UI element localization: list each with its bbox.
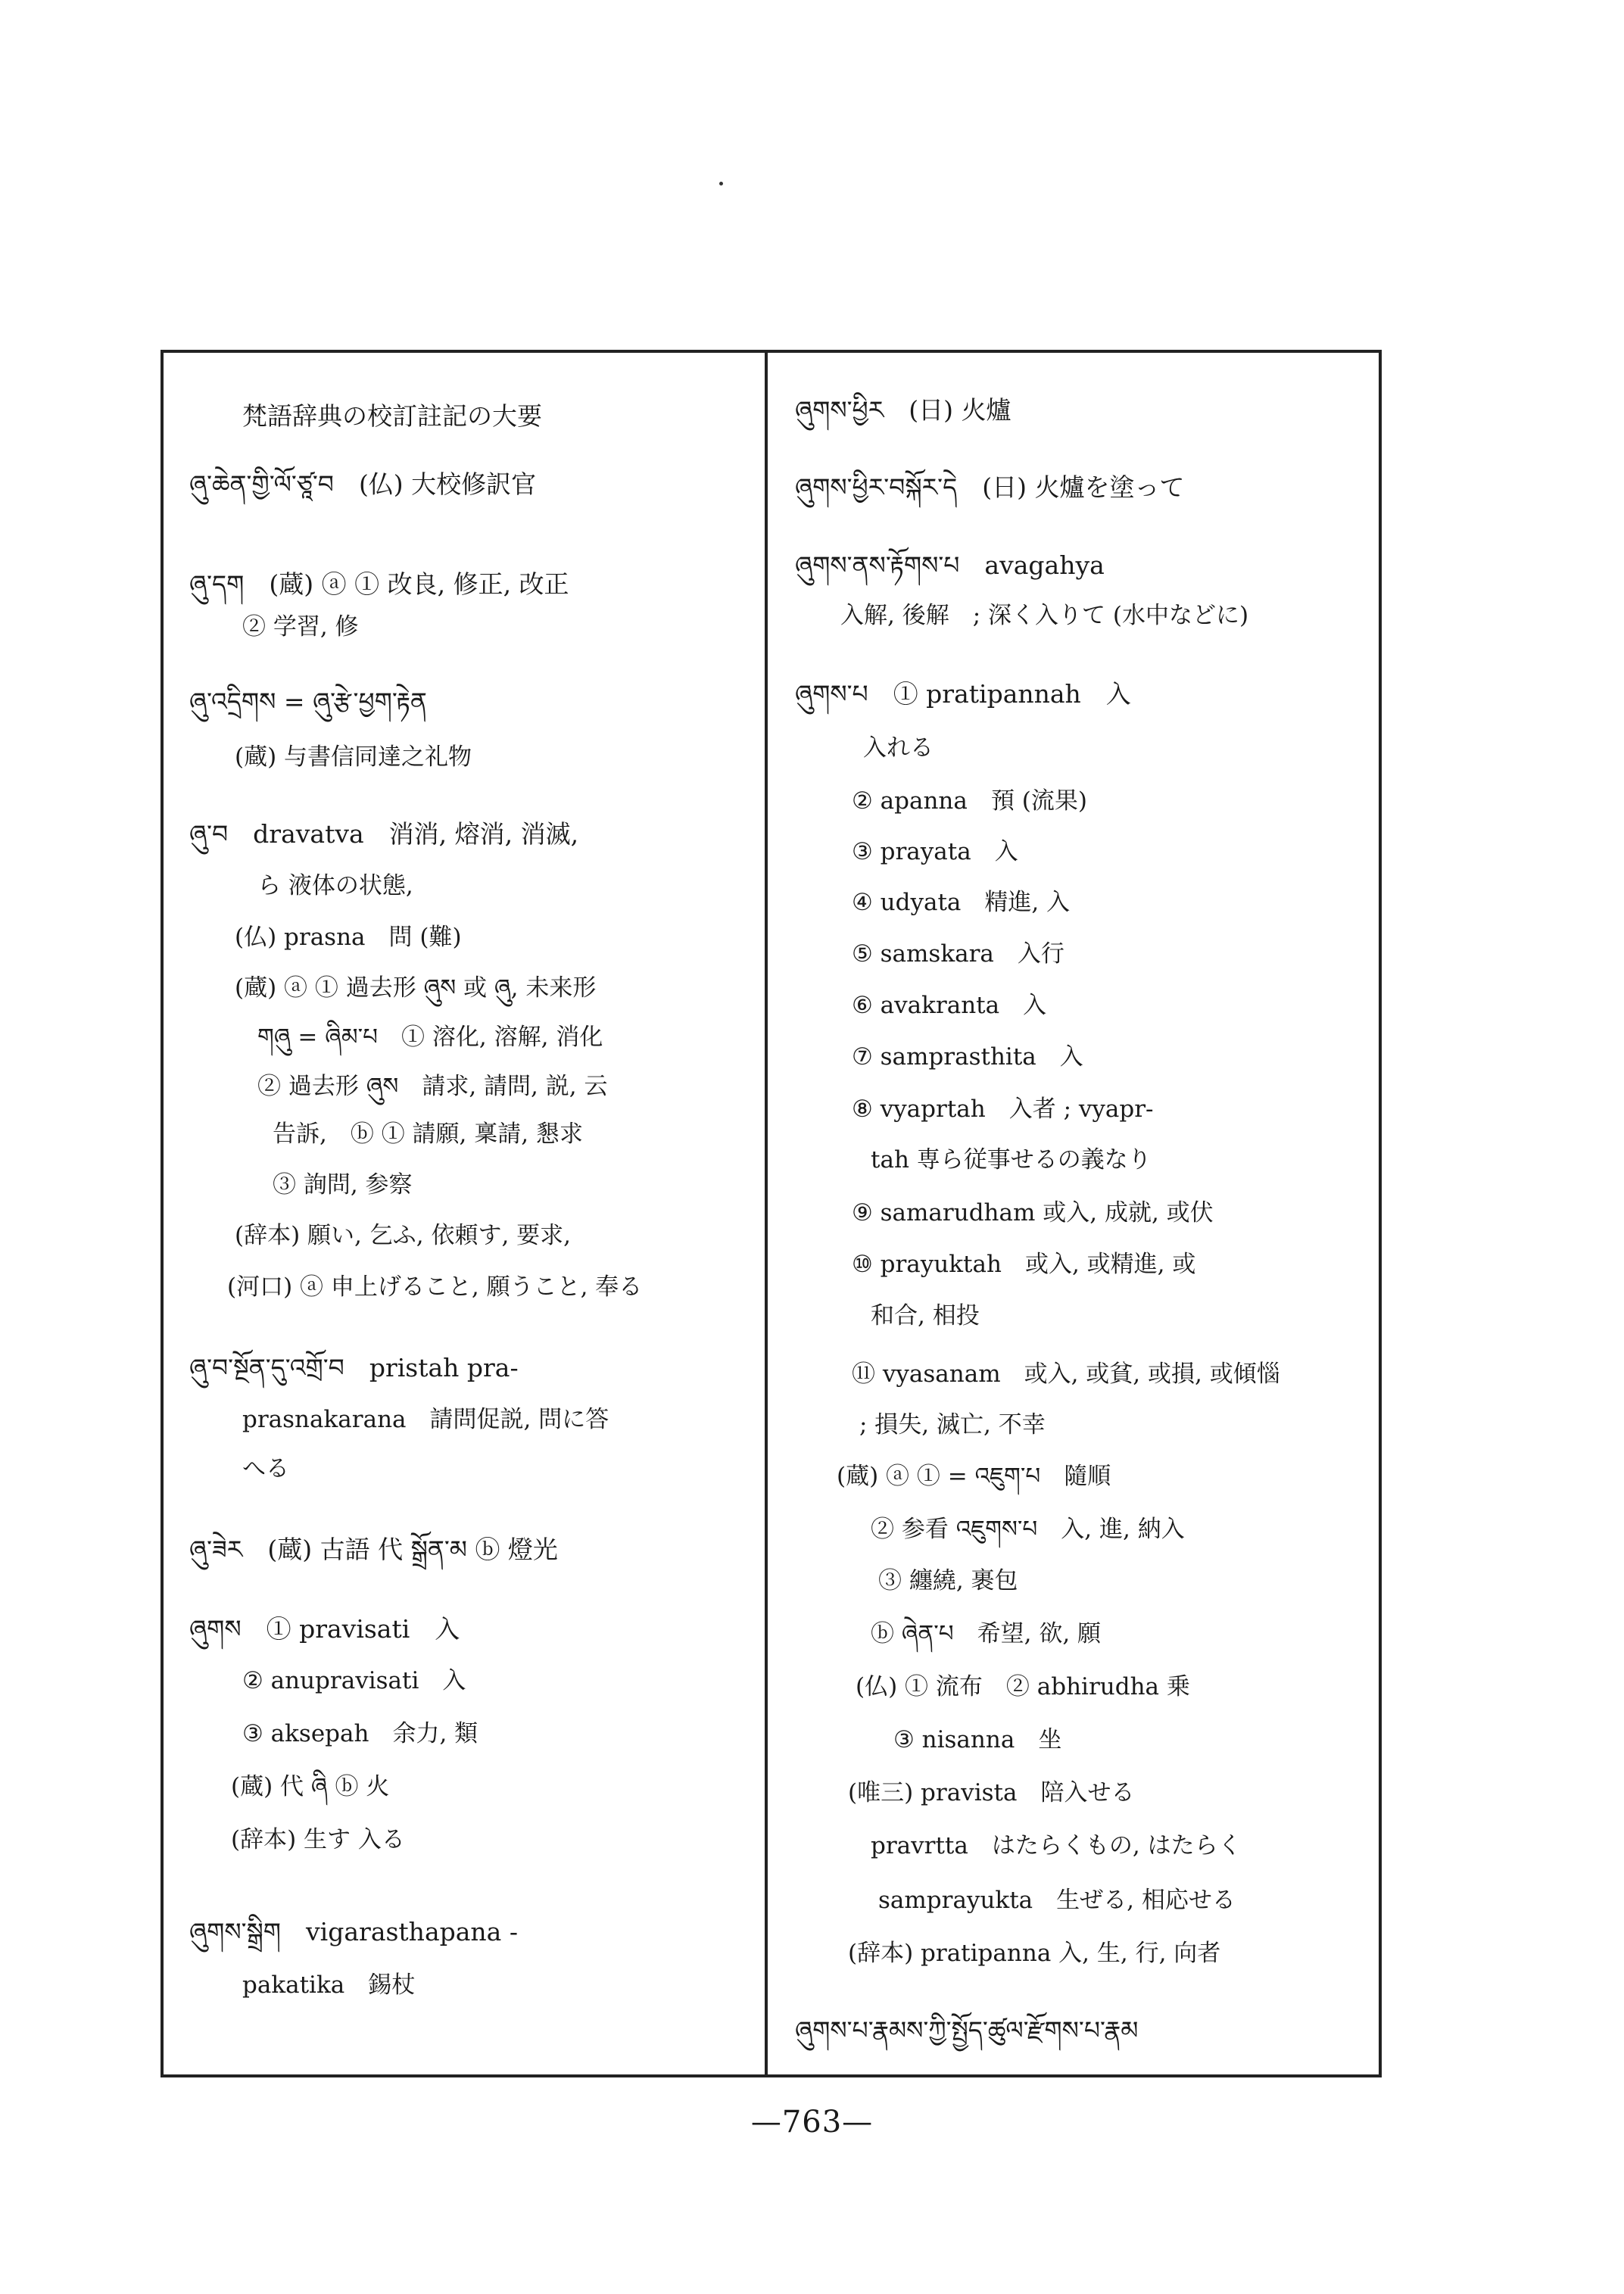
right-entry-4-line25: (辞本) pratipanna 入, 生, 行, 向者 xyxy=(848,1940,1221,1967)
left-entry-5: ཞུ་བ་སྔོན་དུ་འགྲོ་བ pristah pra- xyxy=(189,1353,519,1382)
right-entry-4-line13: 和合, 相投 xyxy=(871,1302,980,1329)
left-entry-3: ཞུ་འདྲིགས = ཞུ་རྩེ་ཕྱག་རྟེན xyxy=(189,687,427,716)
left-entry-4-line9: (辞本) 願い, 乞ふ, 依頼す, 要求, xyxy=(235,1222,572,1249)
left-entry-6: ཞུ་ཟེར (蔵) 古語 代 སྒྲོན་མ ⓑ 燈光 xyxy=(189,1535,558,1564)
right-entry-4: ཞུགས་པ ① pratipannah 入 xyxy=(795,679,1131,709)
left-entry-4-line4: (蔵) ⓐ ① 過去形 ཞུས 或 ཞུ, 未来形 xyxy=(235,974,597,1002)
left-entry-3-cont: (蔵) 与書信同達之礼物 xyxy=(235,743,472,771)
left-entry-2: ཞུ་དག (蔵) ⓐ ① 改良, 修正, 改正 xyxy=(189,569,569,599)
right-entry-4-line3: ② apanna 預 (流果) xyxy=(852,787,1087,815)
right-entry-4-line8: ⑦ samprasthita 入 xyxy=(852,1043,1083,1071)
right-entry-4-line21: ③ nisanna 坐 xyxy=(893,1726,1062,1753)
left-entry-8-line2: pakatika 錫杖 xyxy=(242,1971,416,1999)
left-entry-7-line2: ② anupravisati 入 xyxy=(242,1667,466,1694)
right-entry-4-line5: ④ udyata 精進, 入 xyxy=(852,889,1071,916)
left-entry-4-line7: 告訴, ⓑ ① 請願, 稟請, 懇求 xyxy=(273,1121,583,1148)
right-entry-4-line16: (蔵) ⓐ ① = འཇུག་པ 隨順 xyxy=(837,1463,1111,1490)
left-entry-2-cont: ② 学習, 修 xyxy=(242,613,359,641)
right-entry-4-line19: ⓑ ཞེན་པ 希望, 欲, 願 xyxy=(871,1620,1102,1647)
left-entry-4-line6: ② 過去形 ཞུས 請求, 請問, 説, 云 xyxy=(257,1073,608,1100)
right-entry-4-line17: ② 参看 འཇུགས་པ 入, 進, 納入 xyxy=(871,1516,1185,1543)
left-entry-7-line3: ③ aksepah 余力, 類 xyxy=(242,1720,478,1747)
left-entry-7: ཞུགས ① pravisati 入 xyxy=(189,1614,460,1644)
left-entry-5-line2: prasnakarana 請問促説, 問に答 xyxy=(242,1406,609,1433)
left-header: 梵語辞典の校訂註記の大要 xyxy=(242,401,542,431)
right-entry-4-line12: ⑩ prayuktah 或入, 或精進, 或 xyxy=(852,1251,1196,1278)
column-divider xyxy=(765,350,768,2077)
right-entry-4-line10: tah 専ら従事せるの義なり xyxy=(871,1146,1152,1173)
right-entry-4-line15: ; 損失, 滅亡, 不幸 xyxy=(859,1411,1046,1438)
right-entry-4-line11: ⑨ samarudham 或入, 成就, 或伏 xyxy=(852,1199,1214,1226)
right-entry-4-line14: ⑪ vyasanam 或入, 或貧, 或損, 或傾惱 xyxy=(852,1361,1280,1388)
left-entry-4-line2: ら 液体の状態, xyxy=(257,872,413,899)
right-entry-4-line2: 入れる xyxy=(863,734,934,762)
left-entry-8: ཞུགས་སྒྲིག vigarasthapana - xyxy=(189,1917,518,1946)
right-entry-4-line4: ③ prayata 入 xyxy=(852,838,1018,865)
left-entry-4-line3: (仏) prasna 問 (難) xyxy=(235,924,462,951)
left-entry-4-line5: གཞུ = ཞིམ་པ ① 溶化, 溶解, 消化 xyxy=(257,1024,603,1051)
right-entry-4-line24: samprayukta 生ぜる, 相応せる xyxy=(878,1887,1236,1914)
left-entry-4: ཞུ་བ dravatva 消消, 熔消, 消滅, xyxy=(189,819,579,849)
left-entry-4-line8: ③ 詢問, 参察 xyxy=(273,1171,413,1198)
right-entry-4-line7: ⑥ avakranta 入 xyxy=(852,992,1047,1019)
left-entry-1: ཞུ་ཆེན་གྱི་ལོ་ཙཱ་བ (仏) 大校修訳官 xyxy=(189,469,537,499)
left-entry-7-line4: (蔵) 代 ཞི ⓑ 火 xyxy=(231,1773,390,1800)
right-entry-4-line18: ③ 纏繞, 裹包 xyxy=(878,1567,1018,1594)
right-entry-4-line6: ⑤ samskara 入行 xyxy=(852,940,1064,968)
left-entry-7-line5: (辞本) 生す 入る xyxy=(231,1826,405,1853)
right-entry-2: ཞུགས་ཕྱིར་བསྐོར་དེ (日) 火爐を塗って xyxy=(795,472,1185,502)
right-entry-3: ཞུགས་ནས་རྟོགས་པ avagahya xyxy=(795,550,1105,580)
right-entry-4-line20: (仏) ① 流布 ② abhirudha 乗 xyxy=(856,1673,1190,1700)
right-entry-1: ཞུགས་ཕྱིར (日) 火爐 xyxy=(795,395,1011,425)
left-entry-4-line10: (河口) ⓐ 申上げること, 願うこと, 奉る xyxy=(227,1273,643,1301)
right-entry-4-line22: (唯三) pravista 陪入せる xyxy=(848,1779,1135,1806)
stray-mark xyxy=(719,182,723,185)
right-entry-3-line2: 入解, 後解 ; 深く入りて (水中などに) xyxy=(840,602,1249,629)
right-entry-4-line9: ⑧ vyaprtah 入者 ; vyapr- xyxy=(852,1096,1154,1123)
page-number: —763— xyxy=(750,2105,874,2140)
right-entry-5: ཞུགས་པ་རྣམས་ཀྱི་སྤྱོད་ཚུལ་རྫོགས་པ་རྣམ xyxy=(795,2015,1139,2045)
left-entry-5-line3: へる xyxy=(242,1455,289,1482)
right-entry-4-line23: pravrtta はたらくもの, はたらく xyxy=(871,1832,1242,1859)
